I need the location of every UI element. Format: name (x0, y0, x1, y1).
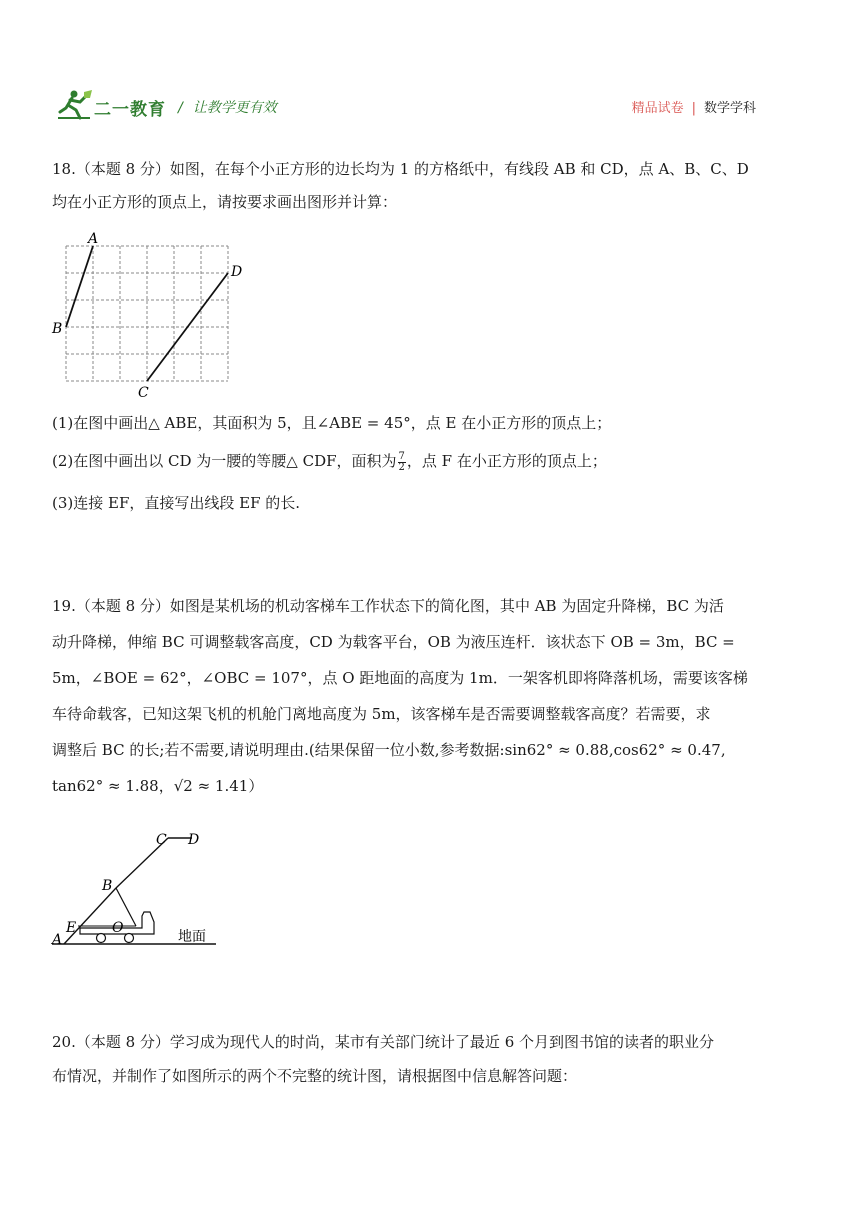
label-b: B (52, 321, 63, 337)
q20-stem (52, 1025, 812, 1093)
truck-wheel-rear (125, 934, 134, 943)
q19-line2: 动升降梯，伸缩 BC 可调整载客高度，CD 为载客平台，OB 为液压连杆．该状态下 OB = 3m，BC = (52, 633, 735, 651)
q20-line2: 布情况，并制作了如图所示的两个不完整的统计图，请根据图中信息解答问题： (52, 1067, 578, 1085)
q19-line3: 5m，∠BOE = 62°，∠OBC = 107°，点 O 距地面的高度为 1m．一架客机即将降落机场，需要该客梯 (52, 669, 748, 687)
q18-sub3: (3)连接 EF，直接写出线段 EF 的长. (52, 494, 301, 512)
tag-quality: 精品试卷 (631, 101, 684, 116)
q19-line1: 19.（本题 8 分）如图是某机场的机动客梯车工作状态下的简化图，其中 AB 为固定升降梯，BC 为活 (52, 597, 724, 615)
label-o: O (112, 920, 124, 936)
tag-subject: 数学学科 (703, 101, 756, 116)
q18-sub2-after: ，点 F 在小正方形的顶点上； (406, 452, 607, 470)
q18-line2: 均在小正方形的顶点上，请按要求画出图形并计算： (52, 193, 398, 211)
q18-grid-figure (50, 230, 260, 402)
fraction-num: 7 (398, 450, 405, 462)
runner-logo-icon (56, 88, 96, 122)
label-d: D (188, 832, 200, 848)
q19-stem (52, 588, 812, 804)
q19-line5: 调整后 BC 的长;若不需要,请说明理由.(结果保留一位小数,参考数据:sin62° ≈ 0.88,cos62° ≈ 0.47, (52, 741, 726, 759)
slogan-text: 让教学更有效 (192, 100, 277, 116)
label-c: C (156, 832, 167, 848)
label-a: A (88, 231, 99, 247)
grid-lines (66, 246, 228, 381)
segment-ab (66, 246, 93, 327)
truck-wheel-front (97, 934, 106, 943)
label-ground: 地面 (178, 929, 206, 945)
q18-sub1: (1)在图中画出△ ABE，其面积为 5，且∠ABE = 45°，点 E 在小正方形的顶点上； (52, 414, 612, 432)
q18-sub2 (52, 448, 607, 474)
q20-line1: 20.（本题 8 分）学习成为现代人的时尚，某市有关部门统计了最近 6 个月到图书馆的读者的职业分 (52, 1033, 715, 1051)
q19-line4: 车待命载客，已知这架飞机的机舱门离地高度为 5m，该客梯车是否需要调整载客高度？若需要，求 (52, 705, 711, 723)
q18-stem (52, 153, 812, 219)
q18-sub2-before: (2)在图中画出以 CD 为一腰的等腰△ CDF，面积为 (52, 452, 397, 470)
page-header (56, 88, 756, 122)
logo (56, 88, 176, 122)
slogan: / 让教学更有效 (178, 100, 277, 116)
q18-line1: 18.（本题 8 分）如图，在每个小正方形的边长均为 1 的方格纸中，有线段 AB 和 CD，点 A、B、C、D (52, 160, 749, 178)
label-e: E (66, 920, 77, 936)
label-a: A (52, 932, 63, 948)
label-d: D (231, 264, 243, 280)
label-c: C (138, 385, 149, 401)
fraction (398, 452, 406, 473)
q19-stair-truck-figure (50, 826, 230, 952)
q19-line6: tan62° ≈ 1.88，√2 ≈ 1.41） (52, 777, 264, 795)
label-b: B (102, 878, 113, 894)
logo-text: 二一教育 (94, 100, 166, 120)
segment-cd (147, 273, 228, 381)
fraction-den: 2 (398, 461, 405, 473)
header-tags: 精品试卷 | 数学学科 (631, 101, 756, 116)
